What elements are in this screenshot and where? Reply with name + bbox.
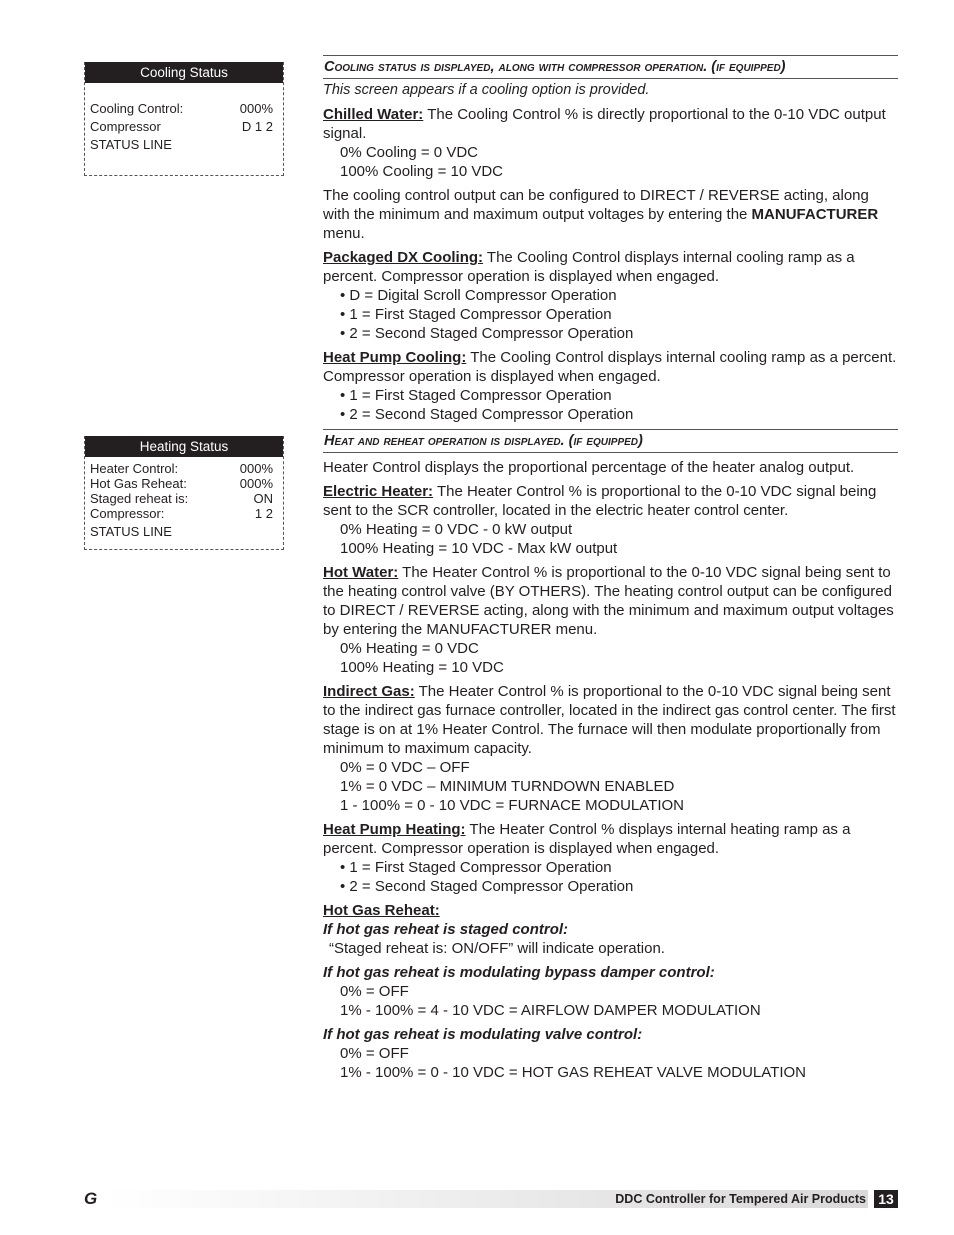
lcd-value: 000% [239, 476, 273, 491]
cooling-subheading: This screen appears if a cooling option is provided. [323, 82, 650, 98]
value-line: 1 - 100% = 0 - 10 VDC = FURNACE MODULATION [340, 797, 684, 814]
lcd-value: 000% [239, 461, 273, 476]
lcd-row [85, 491, 283, 506]
lcd-value: 000% [239, 101, 273, 116]
bullet-item: • 2 = Second Staged Compressor Operation [323, 405, 898, 424]
config-paragraph [323, 186, 898, 243]
lcd-label: STATUS LINE [90, 524, 172, 539]
bypass-damper-heading: If hot gas reheat is modulating bypass damper control: [323, 964, 715, 981]
valve-control-heading: If hot gas reheat is modulating valve control: [323, 1026, 643, 1043]
footer-title: DDC Controller for Tempered Air Products [615, 1192, 866, 1206]
hot-water-text: The Heater Control % is proportional to the 0-10 VDC signal being sent to the heating control valve (BY OTHERS). The heating control output can be configured to DIRECT / REVERSE acting, along with the minimum and maximum output voltages by entering the MANUFACTURER menu. [323, 564, 894, 638]
indirect-gas-text: The Heater Control % is proportional to the 0-10 VDC signal being sent to the indirect gas furnace controller, located in the indirect gas control center. The first stage is on at 1% Heater Control. The furnace will then modulate proportionally from minimum to maximum capacity. [323, 683, 896, 757]
heat-pump-heating-label: Heat Pump Heating: [323, 821, 466, 838]
chilled-water-label: Chilled Water: [323, 106, 424, 123]
lcd-row [85, 118, 283, 136]
value-line: 1% - 100% = 4 - 10 VDC = AIRFLOW DAMPER MODULATION [340, 1002, 761, 1019]
value-line: 0% Heating = 0 VDC - 0 kW output [340, 521, 573, 538]
value-line: 0% Cooling = 0 VDC [340, 144, 478, 161]
chilled-water-paragraph [323, 105, 898, 143]
lcd-row [85, 136, 283, 154]
value-line: 100% Heating = 10 VDC [340, 659, 504, 676]
indirect-gas-label: Indirect Gas: [323, 683, 415, 700]
heating-section-heading: Heat and reheat operation is displayed. (if equipped) [323, 429, 898, 453]
electric-heater-paragraph [323, 482, 898, 520]
hot-water-label: Hot Water: [323, 564, 399, 581]
lcd-label: Heater Control: [90, 461, 179, 476]
value-line: 0% = 0 VDC – OFF [340, 759, 470, 776]
staged-control-heading: If hot gas reheat is staged control: [323, 921, 569, 938]
value-line: 1% - 100% = 0 - 10 VDC = HOT GAS REHEAT VALVE MODULATION [340, 1064, 806, 1081]
bullet-item: • 1 = First Staged Compressor Operation [323, 305, 898, 324]
manufacturer-bold: MANUFACTURER [751, 206, 879, 223]
hot-gas-reheat-label: Hot Gas Reheat: [323, 902, 440, 919]
cooling-section-heading: Cooling status is displayed, along with compressor operation. (if equipped) [323, 55, 898, 79]
heat-pump-heating-text: The Heater Control % displays internal heating ramp as a percent. Compressor operation is displayed when engaged. [323, 821, 851, 857]
value-line: 1% = 0 VDC – MINIMUM TURNDOWN ENABLED [340, 778, 675, 795]
value-line: 100% Heating = 10 VDC - Max kW output [340, 540, 618, 557]
lcd-label: STATUS LINE [90, 137, 172, 152]
cooling-status-title: Cooling Status [85, 62, 283, 83]
bullet-item: • 2 = Second Staged Compressor Operation [323, 877, 898, 896]
heating-status-display [84, 436, 284, 550]
value-line: 100% Cooling = 10 VDC [340, 163, 504, 180]
lcd-label: Cooling Control: [90, 101, 184, 116]
electric-heater-text: The Heater Control % is proportional to the 0-10 VDC signal being sent to the SCR controller, located in the electric heater control center. [323, 483, 877, 519]
electric-heater-label: Electric Heater: [323, 483, 434, 500]
value-line: 0% Heating = 0 VDC [340, 640, 479, 657]
heating-section [323, 429, 898, 1082]
lcd-label: Staged reheat is: [90, 491, 189, 506]
company-logo: G [84, 1189, 98, 1208]
lcd-row [85, 461, 283, 476]
dx-cooling-text: The Cooling Control displays internal cooling ramp as a percent. Compressor operation is displayed when engaged. [323, 249, 855, 285]
indirect-gas-paragraph [323, 682, 898, 758]
bullet-item: • D = Digital Scroll Compressor Operation [323, 286, 898, 305]
lcd-row [85, 100, 283, 118]
lcd-row [85, 506, 283, 521]
lcd-value: 1 2 [254, 506, 273, 521]
lcd-value: ON [253, 491, 273, 506]
cooling-status-display [84, 62, 284, 176]
heat-pump-cooling-label: Heat Pump Cooling: [323, 349, 467, 366]
value-line: 0% = OFF [340, 983, 409, 1000]
bullet-item: • 2 = Second Staged Compressor Operation [323, 324, 898, 343]
lcd-label: Hot Gas Reheat: [90, 476, 187, 491]
cooling-section [323, 55, 898, 424]
heat-pump-cooling-text: The Cooling Control displays internal cooling ramp as a percent. Compressor operation is displayed when engaged. [323, 349, 897, 385]
lcd-value: D 1 2 [241, 119, 273, 134]
lcd-row [85, 476, 283, 491]
page-footer [84, 1190, 898, 1208]
hot-water-paragraph [323, 563, 898, 639]
bullet-item: • 1 = First Staged Compressor Operation [323, 386, 898, 405]
lcd-label: Compressor: [90, 506, 165, 521]
value-line: 0% = OFF [340, 1045, 409, 1062]
bullet-item: • 1 = First Staged Compressor Operation [323, 858, 898, 877]
config-text-end: menu. [323, 225, 365, 242]
staged-control-text: “Staged reheat is: ON/OFF” will indicate operation. [329, 940, 665, 957]
config-text: The cooling control output can be configured to DIRECT / REVERSE acting, along with the minimum and maximum output voltages by entering the [323, 187, 869, 223]
lcd-label: Compressor [90, 119, 161, 134]
chilled-water-text: The Cooling Control % is directly proportional to the 0-10 VDC output signal. [323, 106, 886, 142]
lcd-row [85, 523, 283, 541]
heater-intro: Heater Control displays the proportional percentage of the heater analog output. [323, 459, 855, 476]
heating-status-title: Heating Status [85, 436, 283, 457]
heat-pump-cooling-paragraph [323, 348, 898, 386]
dx-cooling-label: Packaged DX Cooling: [323, 249, 484, 266]
page-number: 13 [874, 1190, 898, 1208]
heat-pump-heating-paragraph [323, 820, 898, 858]
dx-cooling-paragraph [323, 248, 898, 286]
